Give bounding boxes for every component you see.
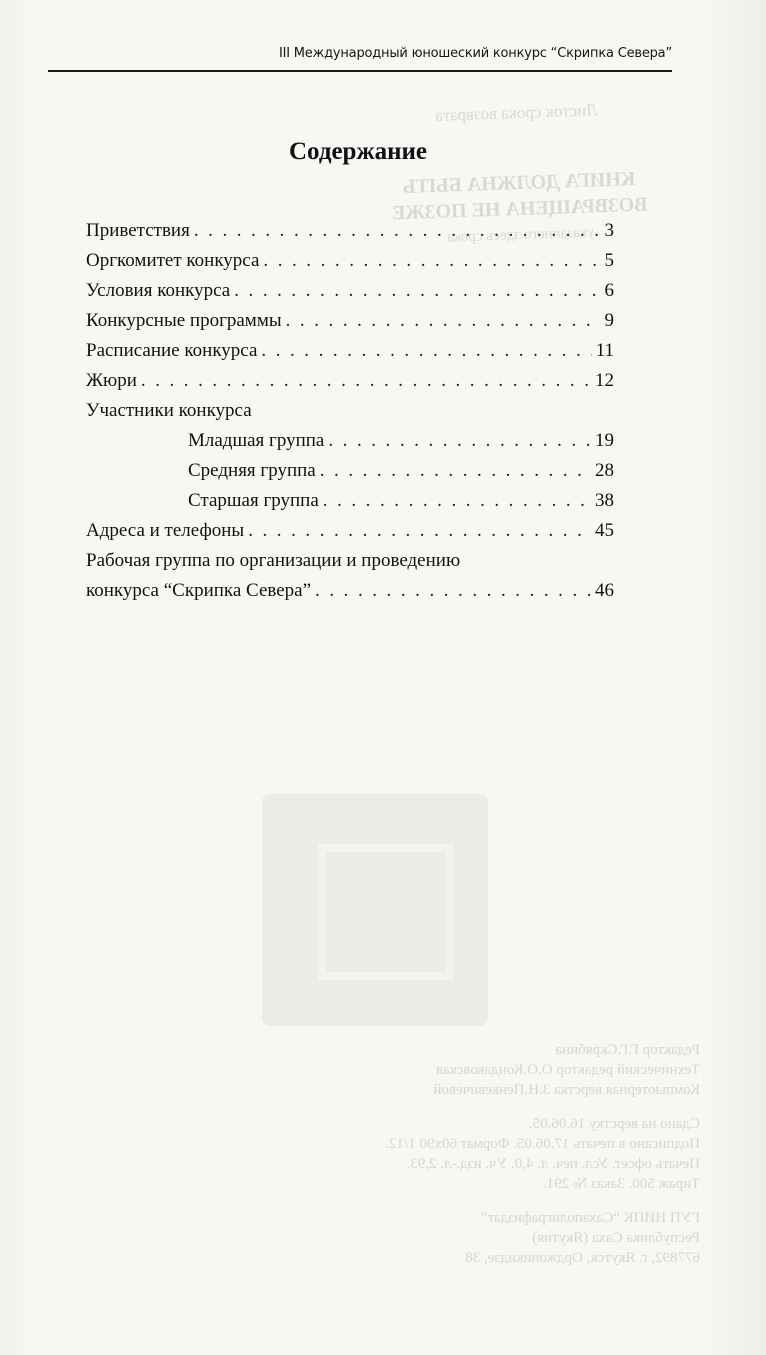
toc-entry: [86, 366, 614, 396]
toc-entry-page: 38: [595, 490, 614, 511]
toc-entry-label: Младшая группа: [188, 430, 325, 451]
toc-entry: [86, 576, 614, 606]
toc-entry-first-line: [86, 546, 614, 576]
imprint-line: Сдано на верстку 16.06.05.: [529, 1116, 700, 1132]
show-through-imprint: [250, 1040, 700, 1282]
imprint-line: Технический редактор О.О.Кондаковская: [436, 1062, 700, 1078]
header-rule: [48, 70, 672, 72]
imprint-line: ГУП НИПК “Сахаполиграфиздат”: [481, 1210, 700, 1226]
toc-leader-dots: [194, 216, 601, 246]
toc-entry-page: 9: [604, 310, 614, 331]
toc-entry-page: 28: [595, 460, 614, 481]
toc-entry-label: Адреса и телефоны: [86, 520, 245, 541]
imprint-line: Республика Саха (Якутия): [532, 1230, 700, 1246]
running-header: III Международный юношеский конкурс “Скрипка Севера”: [278, 46, 672, 61]
toc-entry-page: 11: [595, 340, 614, 361]
toc-leader-dots: [328, 426, 591, 456]
toc-entry-label: конкурса “Скрипка Севера”: [86, 580, 312, 601]
toc-entry-page: 19: [595, 430, 614, 451]
toc-entry-page: 5: [604, 250, 614, 271]
toc-subentry: [86, 426, 614, 456]
toc-entry-label: Условия конкурса: [86, 280, 231, 301]
page-title: Содержание: [288, 138, 427, 165]
toc-entry-page: 12: [595, 370, 614, 391]
toc-leader-dots: [286, 306, 601, 336]
toc-entry-page: 46: [595, 580, 614, 601]
toc-entry-label: Жюри: [86, 370, 137, 391]
toc-entry-page: 45: [595, 520, 614, 541]
imprint-line: Компьютерная верстка З.Н.Пенкевичевой: [433, 1082, 700, 1098]
toc-entry: [86, 516, 614, 546]
faded-stamp-image: [262, 794, 488, 1026]
toc-entry-label: Оргкомитет конкурса: [86, 250, 260, 271]
toc-leader-dots: [323, 486, 591, 516]
toc-entry: [86, 336, 614, 366]
toc-leader-dots: [248, 516, 591, 546]
toc-section-heading: [86, 396, 614, 426]
toc-entry-label: Конкурсные программы: [86, 310, 282, 331]
toc-entry-label: Средняя группа: [188, 460, 316, 481]
toc-leader-dots: [263, 246, 600, 276]
stamp-frame-shape: [318, 844, 454, 980]
show-through-line: Листок срока возврата: [434, 100, 599, 125]
show-through-line: ВОЗВРАЩЕНА НЕ ПОЗЖЕ: [391, 193, 648, 225]
toc-entry-label: Участники конкурса: [86, 400, 252, 421]
toc-entry-label: Приветствия: [86, 220, 190, 241]
toc-entry-page: 6: [604, 280, 614, 301]
show-through-line: указанного здесь срока: [446, 224, 595, 246]
toc-entry: [86, 246, 614, 276]
toc-leader-dots: [141, 366, 591, 396]
toc-entry-page: 3: [604, 220, 614, 241]
toc-leader-dots: [261, 336, 591, 366]
imprint-line: Тираж 500. Заказ № 291.: [543, 1176, 700, 1192]
toc-subentry: [86, 456, 614, 486]
toc-entry: [86, 306, 614, 336]
imprint-line: Печать офсет. Усл. печ. л. 4,0. Уч. изд.-л. 2,93.: [406, 1156, 700, 1172]
show-through-line: КНИГА ДОЛЖНА БЫТЬ: [402, 167, 636, 199]
table-of-contents: [86, 216, 614, 606]
toc-leader-dots: [315, 576, 591, 606]
toc-entry-label: Старшая группа: [188, 490, 319, 511]
toc-entry-label: Рабочая группа по организации и проведению: [86, 550, 461, 571]
toc-entry: [86, 276, 614, 306]
toc-leader-dots: [320, 456, 591, 486]
imprint-line: 677892, г. Якутск, Орджоникидзе, 38: [465, 1250, 700, 1266]
imprint-line: Подписано в печать 17.06.05. Формат 60х90 1/12.: [385, 1136, 700, 1152]
imprint-line: Редактор Г.Г.Скрябина: [555, 1042, 700, 1058]
toc-entry-label: Расписание конкурса: [86, 340, 258, 361]
toc-entry: [86, 216, 614, 246]
toc-subentry: [86, 486, 614, 516]
toc-leader-dots: [234, 276, 600, 306]
